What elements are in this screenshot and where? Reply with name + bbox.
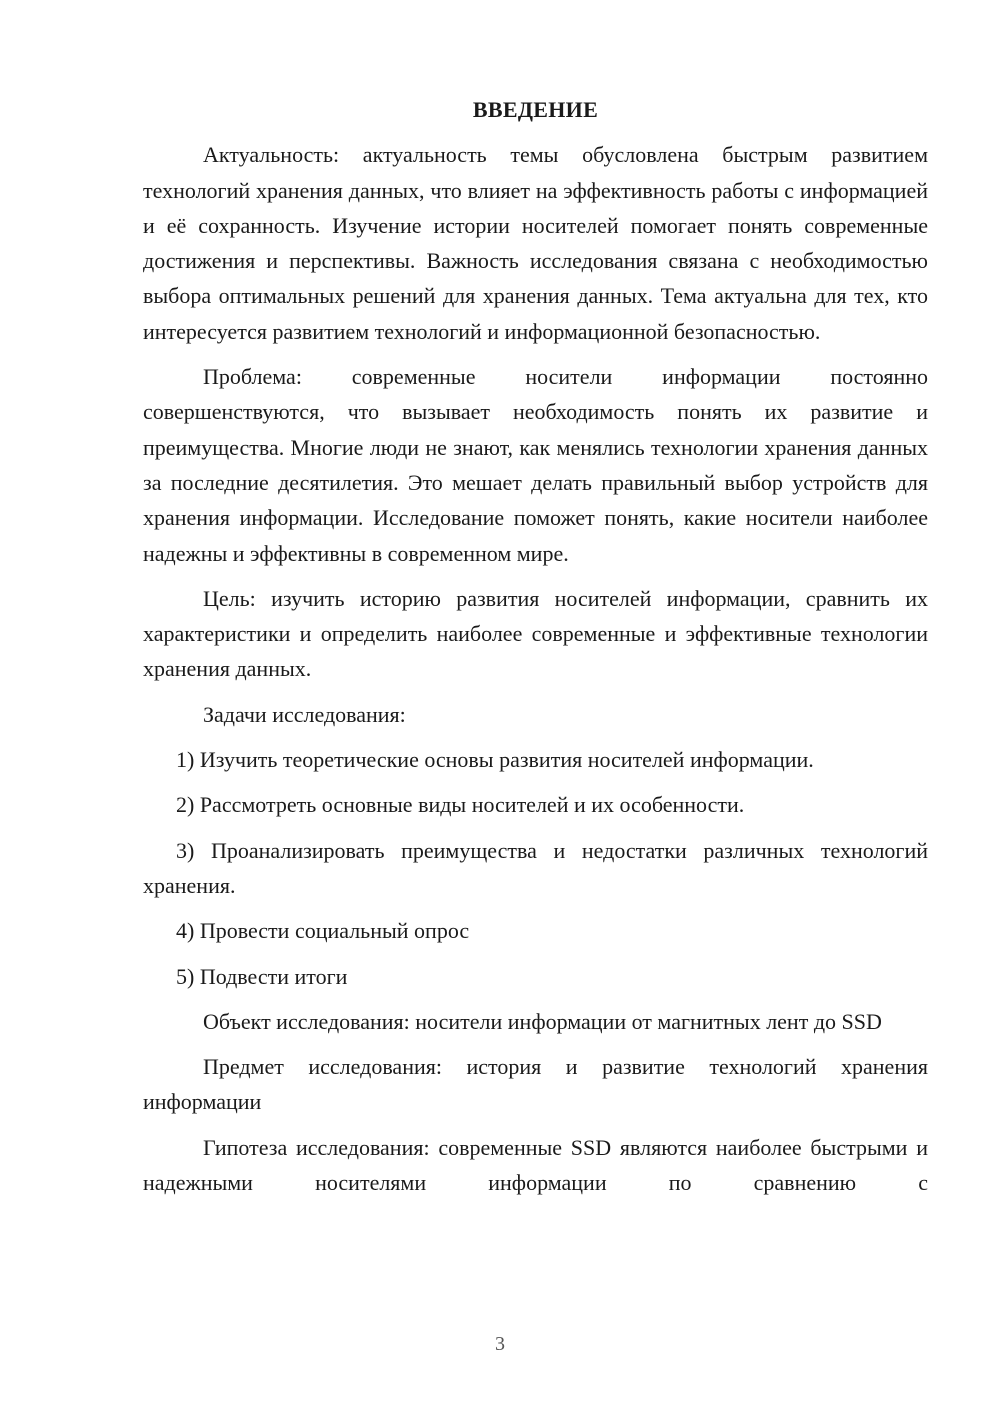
task-item-4: 4) Провести социальный опрос [176,918,470,944]
object-paragraph: Объект исследования: носители информации от магнитных лент до SSD [203,1008,882,1034]
task-item-3: 3) Проанализировать преимущества и недостатки различных технологий хранения. [143,837,928,898]
page-number: 3 [495,1333,505,1355]
tasks-title: Задачи исследования: [203,701,406,727]
problem-paragraph: Проблема: современные носители информации постоянно совершенствуются, что вызывает необходимость понять их развитие и преимущества. Многие люди не знают, как менялись технологии хранения данных за последние десятилетия. Это мешает делать правильный выбор устройств для хранения информации. Исследование поможет понять, какие носители наиболее надежны и эффективны в современном мире. [143,364,928,566]
document-page [143,92,928,1210]
task-item-2: 2) Рассмотреть основные виды носителей и их особенности. [176,792,745,818]
relevance-paragraph: Актуальность: актуальность темы обусловлена быстрым развитием технологий хранения данных, что влияет на эффективность работы с информацией и её сохранность. Изучение истории носителей помогает понять современные достижения и перспективы. Важность исследования связана с необходимостью выбора оптимальных решений для хранения данных. Тема актуальна для тех, кто интересуется развитием технологий и информационной безопасностью. [143,142,928,344]
task-item-5: 5) Подвести итоги [176,963,348,989]
goal-paragraph: Цель: изучить историю развития носителей информации, сравнить их характеристики и определить наиболее современные и эффективные технологии хранения данных. [143,585,928,682]
section-heading: ВВЕДЕНИЕ [472,97,599,122]
task-item-1: 1) Изучить теоретические основы развития носителей информации. [176,747,814,773]
hypothesis-paragraph: Гипотеза исследования: современные SSD являются наиболее быстрыми и надежными носителями информации по сравнению с [143,1134,928,1196]
subject-paragraph: Предмет исследования: история и развитие технологий хранения информации [143,1054,928,1115]
